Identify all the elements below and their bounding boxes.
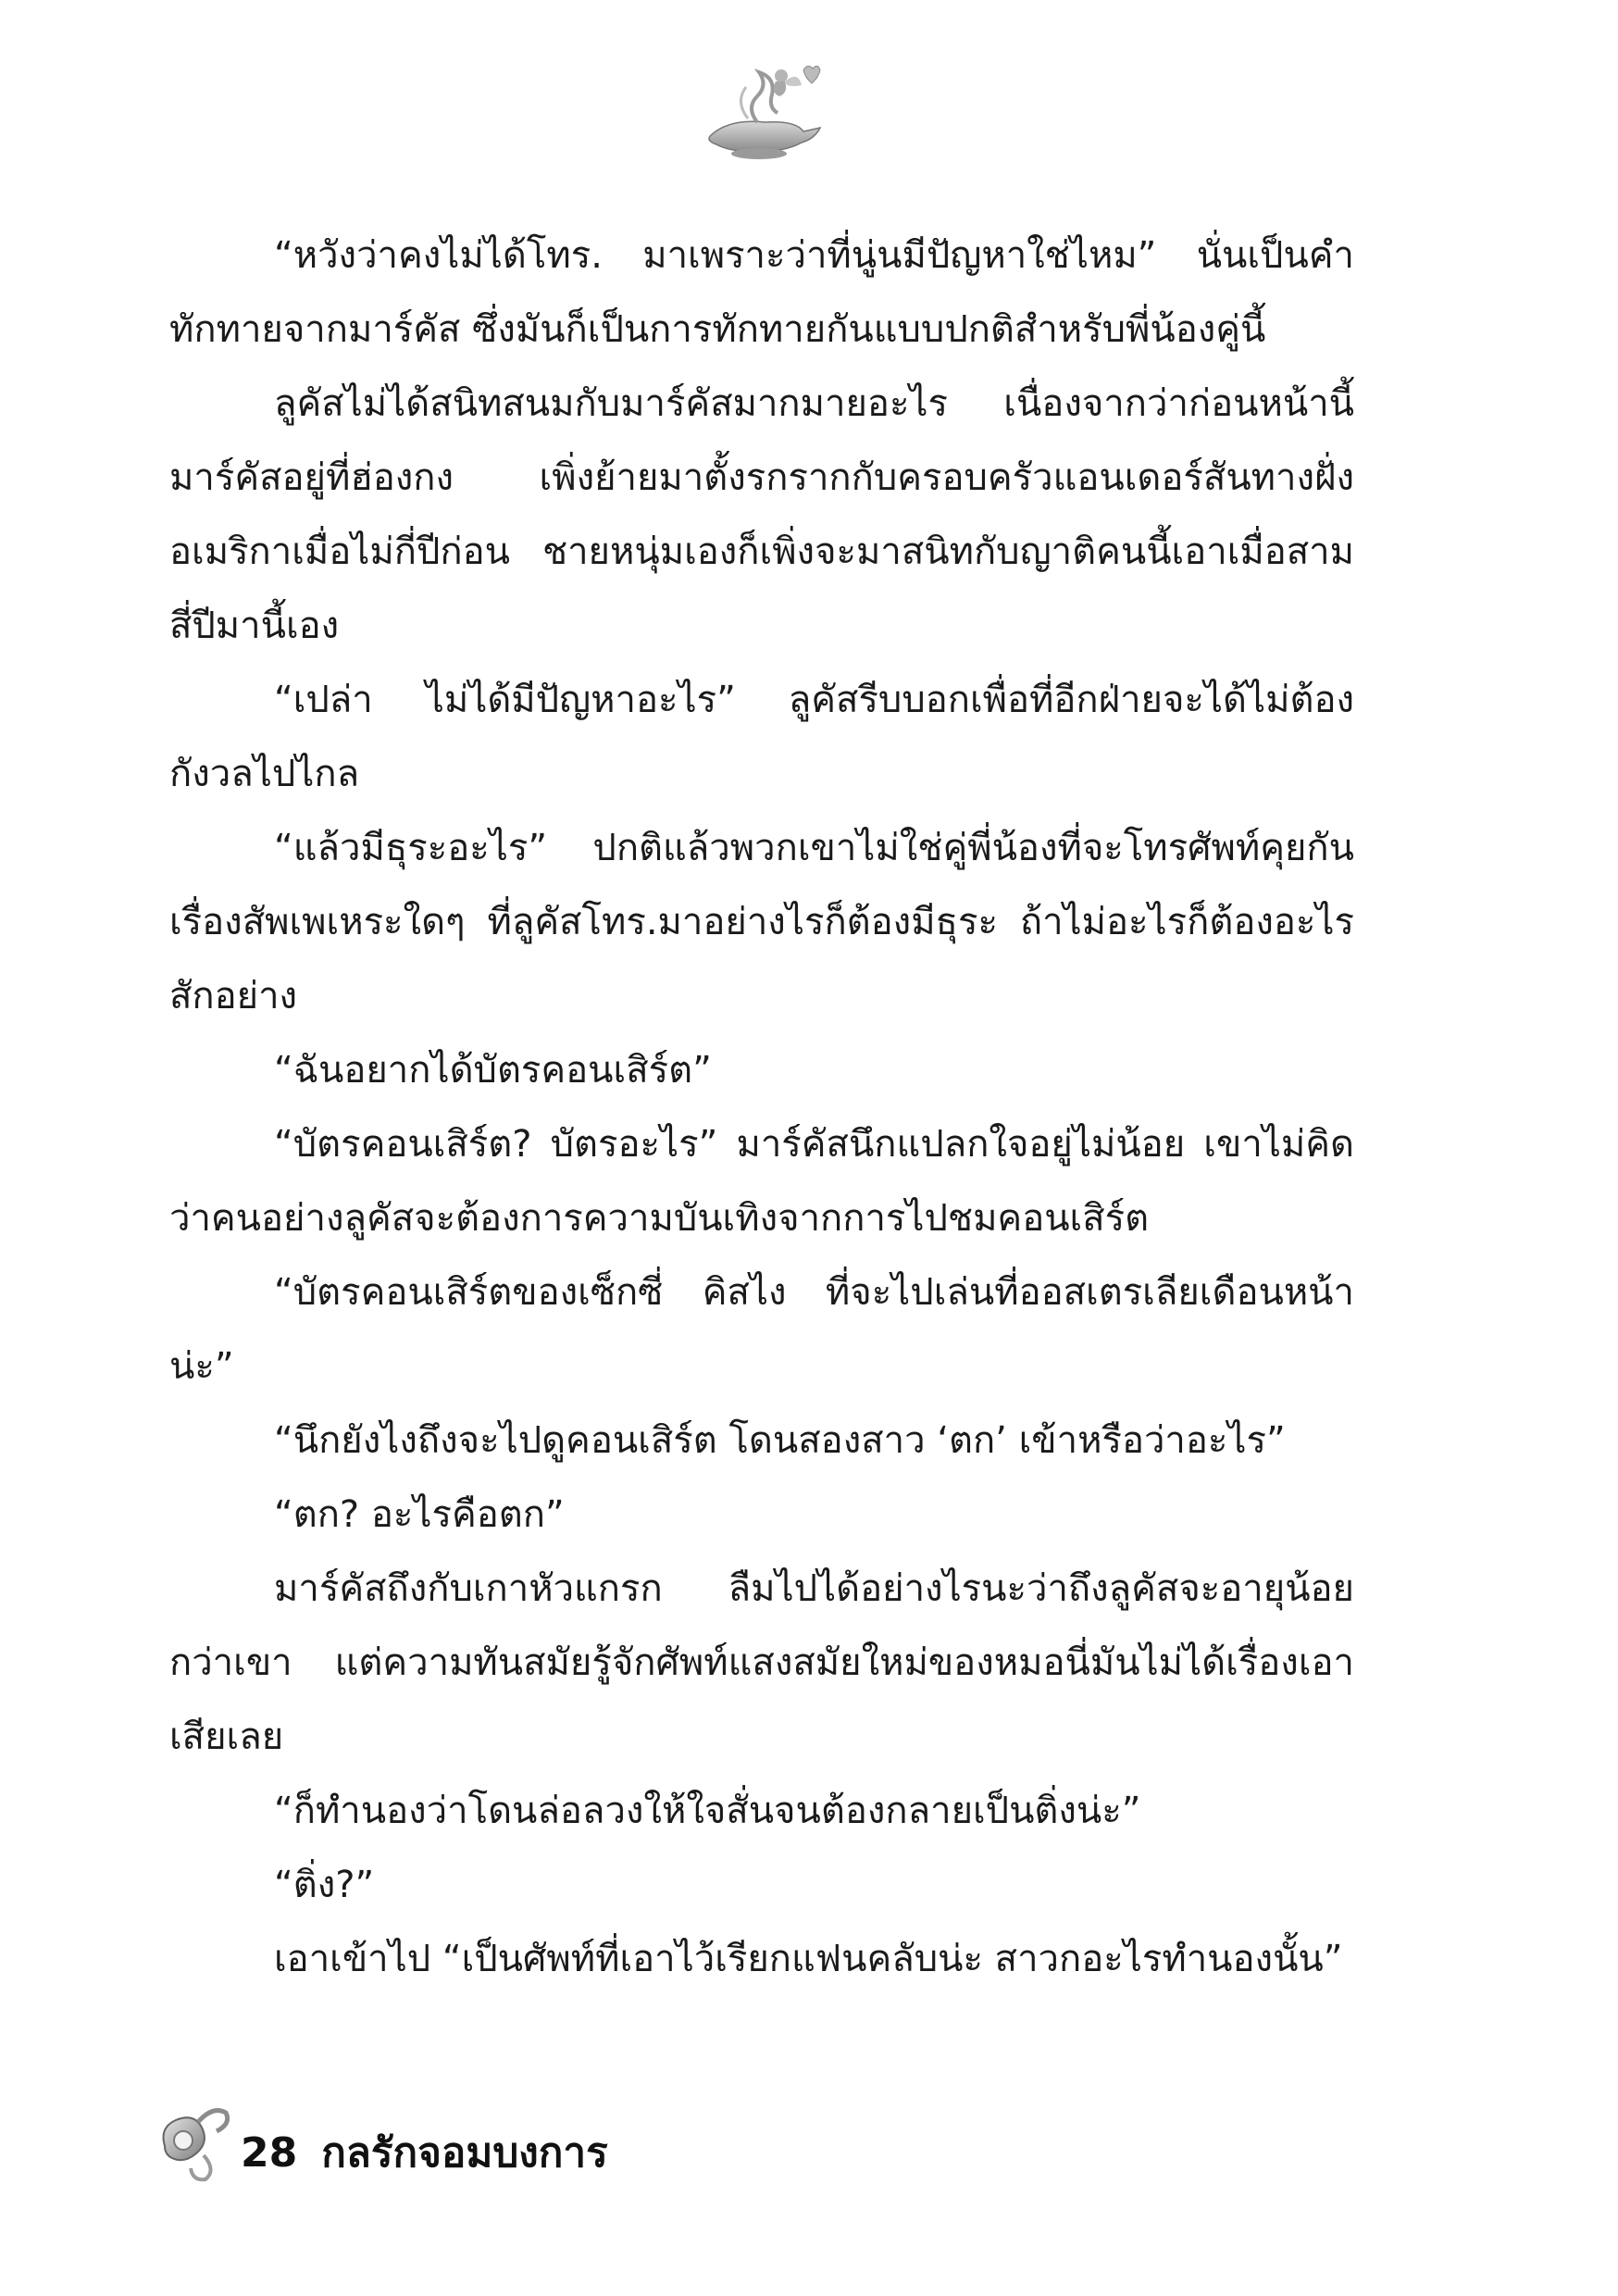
- page-footer: [148, 2100, 981, 2192]
- body-text: [169, 218, 1354, 1996]
- paragraph: “ตก? อะไรคือตก”: [274, 1493, 565, 1536]
- paragraph: “บัตรคอนเสิร์ต? บัตรอะไร” มาร์คัสนึกแปลกใจอยู่ไม่น้อย เขาไม่คิดว่าคนอย่างลูคัสจะต้องการความบันเทิงจากการไปชมคอนเสิร์ต: [169, 1123, 1354, 1240]
- pacifier-icon: [148, 2100, 236, 2188]
- paragraph: “หวังว่าคงไม่ได้โทร. มาเพราะว่าที่นู่นมีปัญหาใช่ไหม” นั่นเป็นคำทักทายจากมาร์คัส ซึ่งมันก็เป็นการทักทายกันแบบปกติสำหรับพี่น้องคู่นี้: [169, 234, 1354, 351]
- paragraph: มาร์คัสถึงกับเกาหัวแกรก ลืมไปได้อย่างไรนะว่าถึงลูคัสจะอายุน้อยกว่าเขา แต่ความทันสมัยรู้จักศัพท์แสงสมัยใหม่ของหมอนี่มันไม่ได้เรื่องเอาเสียเลย: [169, 1567, 1354, 1758]
- paragraph: “แล้วมีธุระอะไร” ปกติแล้วพวกเขาไม่ใช่คู่พี่น้องที่จะโทรศัพท์คุยกันเรื่องสัพเพเหระใดๆ ที่ลูคัสโทร.มาอย่างไรก็ต้องมีธุระ ถ้าไม่อะไรก็ต้องอะไรสักอย่าง: [169, 827, 1354, 1017]
- paragraph: “เปล่า ไม่ได้มีปัญหาอะไร” ลูคัสรีบบอกเพื่อที่อีกฝ่ายจะได้ไม่ต้องกังวลไปไกล: [169, 679, 1354, 795]
- cupid-lamp-icon: [692, 54, 831, 165]
- page-number: 28: [241, 2129, 298, 2177]
- book-title: กลรักจอมบงการ: [321, 2129, 608, 2177]
- paragraph: “ติ่ง?”: [274, 1864, 375, 1906]
- paragraph: เอาเข้าไป “เป็นศัพท์ที่เอาไว้เรียกแฟนคลับน่ะ สาวกอะไรทำนองนั้น”: [274, 1938, 1343, 1980]
- paragraph: “บัตรคอนเสิร์ตของเซ็กซี่ คิสไง ที่จะไปเล่นที่ออสเตรเลียเดือนหน้าน่ะ”: [169, 1271, 1354, 1388]
- paragraph: “ก็ทำนองว่าโดนล่อลวงให้ใจสั่นจนต้องกลายเป็นติ่งน่ะ”: [274, 1790, 1141, 1832]
- paragraph: “ฉันอยากได้บัตรคอนเสิร์ต”: [274, 1049, 712, 1092]
- paragraph: ลูคัสไม่ได้สนิทสนมกับมาร์คัสมากมายอะไร เนื่องจากว่าก่อนหน้านี้มาร์คัสอยู่ที่ฮ่องกง เพิ่งย้ายมาตั้งรกรากกับครอบครัวแอนเดอร์สันทางฝั่งอเมริกาเมื่อไม่กี่ปีก่อน ชายหนุ่มเองก็เพิ่งจะมาสนิทกับญาติคนนี้เอาเมื่อสามสี่ปีมานี้เอง: [169, 382, 1354, 647]
- paragraph: “นึกยังไงถึงจะไปดูคอนเสิร์ต โดนสองสาว ‘ตก’ เข้าหรือว่าอะไร”: [274, 1419, 1286, 1462]
